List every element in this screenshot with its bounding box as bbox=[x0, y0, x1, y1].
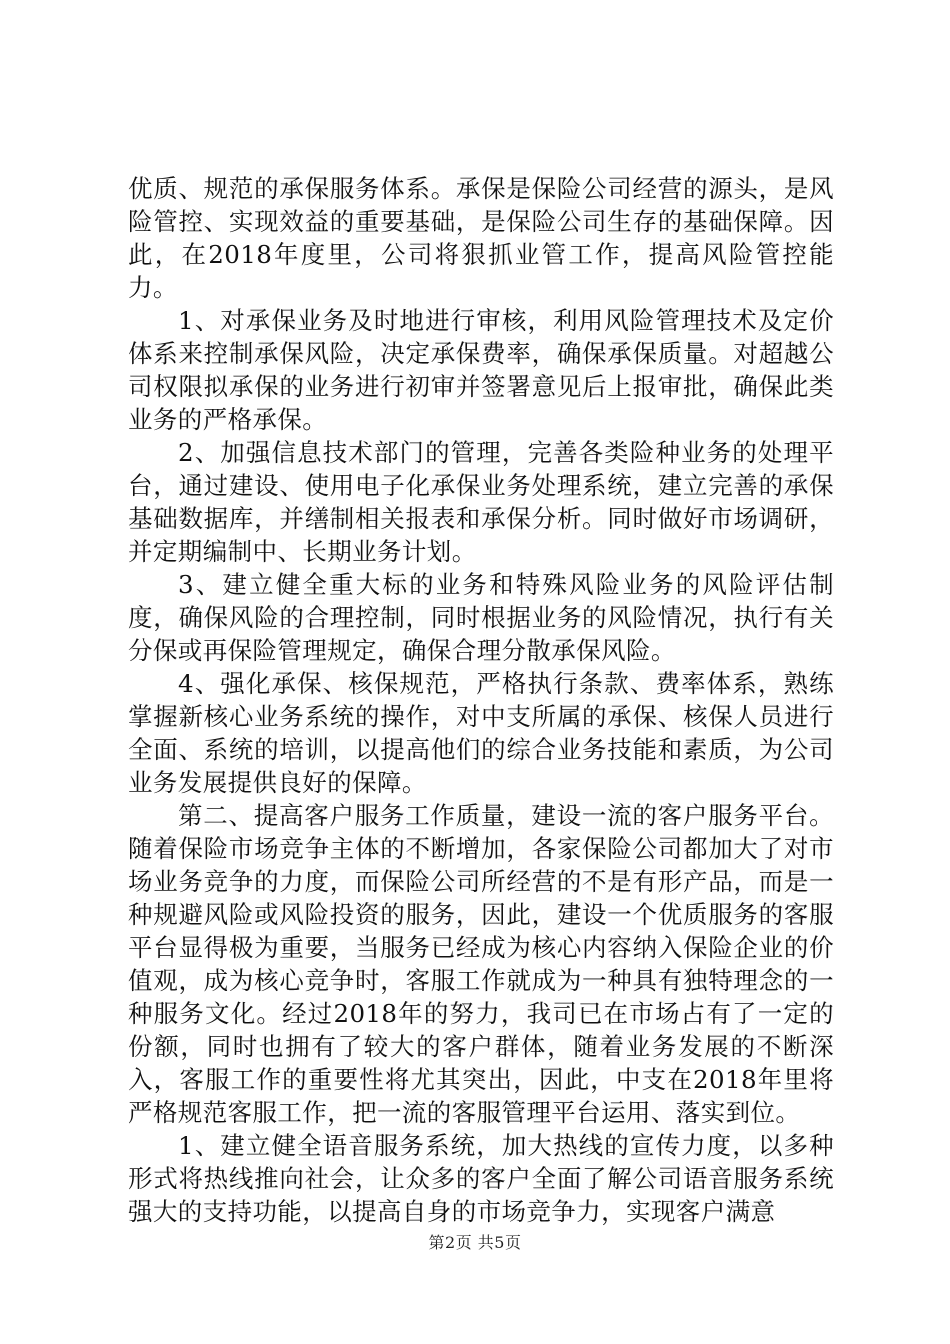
paragraph-section-2: 第二、提高客户服务工作质量，建设一流的客户服务平台。随着保险市场竞争主体的不断增加，各家保险公司都加大了对市场业务竞争的力度，而保险公司所经营的不是有形产品，而是一种规避风险或风险投资的服务，因此，建设一个优质服务的客服平台显得极为重要，当服务已经成为核心内容纳入保险企业的价值观，成为核心竞争时，客服工作就成为一种具有独特理念的一种服务文化。经过2018年的努力，我司已在市场占有了一定的份额，同时也拥有了较大的客户群体，随着业务发展的不断深入，客服工作的重要性将尤其突出，因此，中支在2018年里将严格规范客服工作，把一流的客服管理平台运用、落实到位。 bbox=[128, 801, 834, 1127]
page-number-footer: 第2页 共5页 bbox=[428, 1233, 522, 1252]
paragraph-item-3: 3、建立健全重大标的业务和特殊风险业务的风险评估制度，确保风险的合理控制，同时根据业务的风险情况，执行有关分保或再保险管理规定，确保合理分散承保风险。 bbox=[128, 570, 834, 665]
paragraph-section-2-item-1: 1、建立健全语音服务系统，加大热线的宣传力度，以多种形式将热线推向社会，让众多的客户全面了解公司语音服务系统强大的支持功能，以提高自身的市场竞争力，实现客户满意 bbox=[128, 1131, 834, 1226]
document-body bbox=[128, 172, 834, 1228]
paragraph-intro: 优质、规范的承保服务体系。承保是保险公司经营的源头，是风险管控、实现效益的重要基础，是保险公司生存的基础保障。因此，在2018年度里，公司将狠抓业管工作，提高风险管控能力。 bbox=[128, 174, 834, 302]
paragraph-item-2: 2、加强信息技术部门的管理，完善各类险种业务的处理平台，通过建设、使用电子化承保业务处理系统，建立完善的承保基础数据库，并缮制相关报表和承保分析。同时做好市场调研，并定期编制中、长期业务计划。 bbox=[128, 438, 834, 566]
paragraph-item-1: 1、对承保业务及时地进行审核，利用风险管理技术及定价体系来控制承保风险，决定承保费率，确保承保质量。对超越公司权限拟承保的业务进行初审并签署意见后上报审批，确保此类业务的严格承保。 bbox=[128, 306, 834, 434]
paragraph-item-4: 4、强化承保、核保规范，严格执行条款、费率体系，熟练掌握新核心业务系统的操作，对中支所属的承保、核保人员进行全面、系统的培训，以提高他们的综合业务技能和素质，为公司业务发展提供良好的保障。 bbox=[128, 669, 834, 797]
